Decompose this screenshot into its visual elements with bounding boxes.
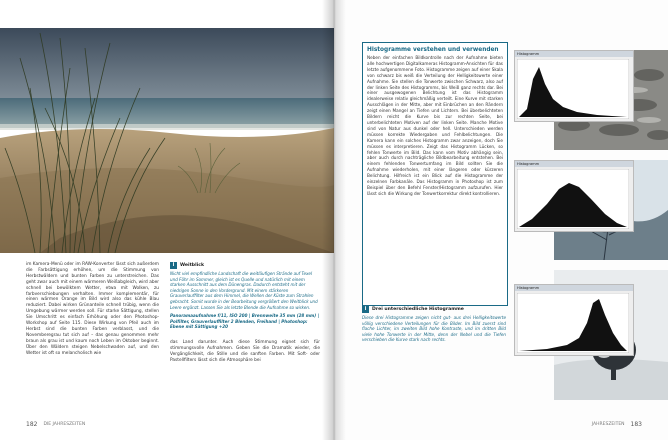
caption-text: Diese drei Histogramme zeigen nicht gut- aus drei Helligkeitswerte völlig verschiedene Verteilungen für die Bilder. Im Bild zuerst sind flache Lichter, im zweiten Bild hohe Kontraste, und im dritten Bild viele hohe Tonwerte in der Mitte, denn der Nebel und die Tiefen verschieben die Kurve stark nach rechts. [362,315,506,343]
tip-box [170,262,320,330]
info-icon: i [170,262,177,269]
book-gutter [322,0,346,440]
running-head-left: DIE JAHRESZEITEN [43,422,86,427]
histogram-window-title: Histogramm [517,162,540,166]
histogram-panel-1 [514,50,634,122]
histogram-window-title: Histogramm [517,286,540,290]
page-number-left: 182 [26,421,38,428]
right-footer [592,421,642,428]
tip-heading [170,262,320,269]
running-head-right: JAHRESZEITEN [591,422,625,427]
caption-heading-label: Drei unterschiedliche Histogramme [372,307,464,312]
three-histograms-caption [362,306,506,343]
histogram-graph-1 [515,57,633,125]
histogram-panel-3 [514,284,634,356]
histogram-panel-2 [514,160,634,232]
histogram-window-title: Histogramm [517,52,540,56]
box-text: Neben der einfachen Bildkontrolle nach der Aufnahme bieten alle hochwertigen Digitalkameras Histogramm-Ansichten für das letzte aufgenommene Foto. Histogramme zeigen auf einer Skala von schwarz bis weiß die Verteilung der Helligkeitswerte einer Aufnahme. Sie stellen die Tonwerte zwischen Schwarz, also auf der linken Seite des Histogramms, bis Weiß ganz rechts dar. Bei einer ausgewogenen Belichtung ist das Histogramm idealerweise relativ gleichmäßig verteilt. Eine Kurve mit starken Ausschlägen in der Mitte, aber mit Einbrüchen an den Rändern zeigt einen Mangel an Tiefen und Lichtern. Bei überbelichteten Bildern reicht die Kurve bis zur rechten Seite, bei unterbelichteten Motiven auf der linken Seite. Manche Motive sind von Natur aus dunkel oder hell. Unterschieden werden müssen korrekte Wiedergaben und Fehlbelichtungen. Die Kamera kann ein solches Histogramm zwar anzeigen, doch Sie müssen es interpretieren. Zeigt das Histogramm Lücken, so fehlen Tonwerte im Bild. Das kann vom Motiv abhängig sein, aber auch durch nachträgliche Bildbearbeitung entstehen. Bei einem fehlenden Tonwertumfang im Bild sollten Sie die Aufnahme wiederholen, mit einer längeren oder kürzeren Belichtung. Hilfreich ist ein Blick auf die Histogramme der einzelnen Farbkanäle. Das Histogramm in Photoshop ist zum Beispiel über den Befehl Fenster/Histogramm aufzurufen. Hier lässt sich die Wirkung der Tonwertkorrektur direkt kontrollieren. [367,55,503,196]
left-footer [26,421,85,428]
dune-grass-image [0,28,334,253]
box-heading: Histogramme verstehen und verwenden [367,47,499,53]
caption-heading [362,306,506,313]
tip-heading-label: Weitblick [180,263,205,268]
histogram-info-box [362,42,508,306]
info-icon: i [362,306,369,313]
body-column-2: das Land darunter. Auch diese Stimmung eignet sich für stimmungsvolle Aufnahmen. Geben Sie die Dramatik wieder, die Vergänglichkeit, die Stille und die sanften Farben. Mit Soft- oder Pastellfilters lässt sich die Atmosphäre bei [170,340,320,363]
tip-exif-data: Panoramaaufnahme f/11, ISO 200 | Brennweite 35 mm (28 mm) | Polfilter, Grauverlauffilter 2 Blenden, Freihand | Photoshop: Ebene mit Sättigung +20 [170,313,320,330]
histogram-graph-2 [515,167,633,235]
page-number-right: 183 [630,421,642,428]
tip-text: Nicht viel empfindliche Landschaft die weitläufigen Strände auf Texel und Föhr im Sommer, gleich ist es Quelle und natürlich mit einem starken Ausschnitt aus dem Dünengras. Dadurch entsteht mit der niedrigen Sonne in den Vordergrund. Mit einem stärkeren Grauverlauffilter aus dem Himmel, die Wellen der Küste zum Strahlen gebracht. Somit wurde in der Bearbeitung vergrößert den Weitblick und Leere ergänzt. Lassen Sie als letzte Blende die Aufnahme so wirken. [170,271,318,310]
histogram-graph-3 [515,291,633,359]
dune-photo [0,28,334,253]
body-column-1: im Kamera-Menü oder im RAW-Konverter lässt sich außerdem die Farbsättigung erhöhen, um die Stimmung von Herbstwäldern und bunten Farben zu unterstreichen. Das geht zwar auch mit einem wärmeren Weißabgleich, wird aber schnell bei bewölktem Wetter, etwa mit Wolken, zu farbverschiebungen verhalten. Immer komplementär, für einen wärmen Orange im Bild wird also das kühle Blau reduziert. Dabei wirken Grünanteile schnell trübig, wenn die Umgebung wärmer werden soll. Für starke Sättigung, stellen Sie Umschritt es einfach Erhöhung oder den Photoshop-Workshop auf Seite 115. Diese Wirkung von Pfeil auch im Herbst sind die bunten Farben verblasst, und die Novemberegrau tut sich auf – das genau genommen mehr braun als grau ist und kaum noch Leben im Oktober beginnt. Über den Wäldern steigen Nebelschwaden auf, und den Wetter ist oft so melancholisch wie [26,262,159,356]
